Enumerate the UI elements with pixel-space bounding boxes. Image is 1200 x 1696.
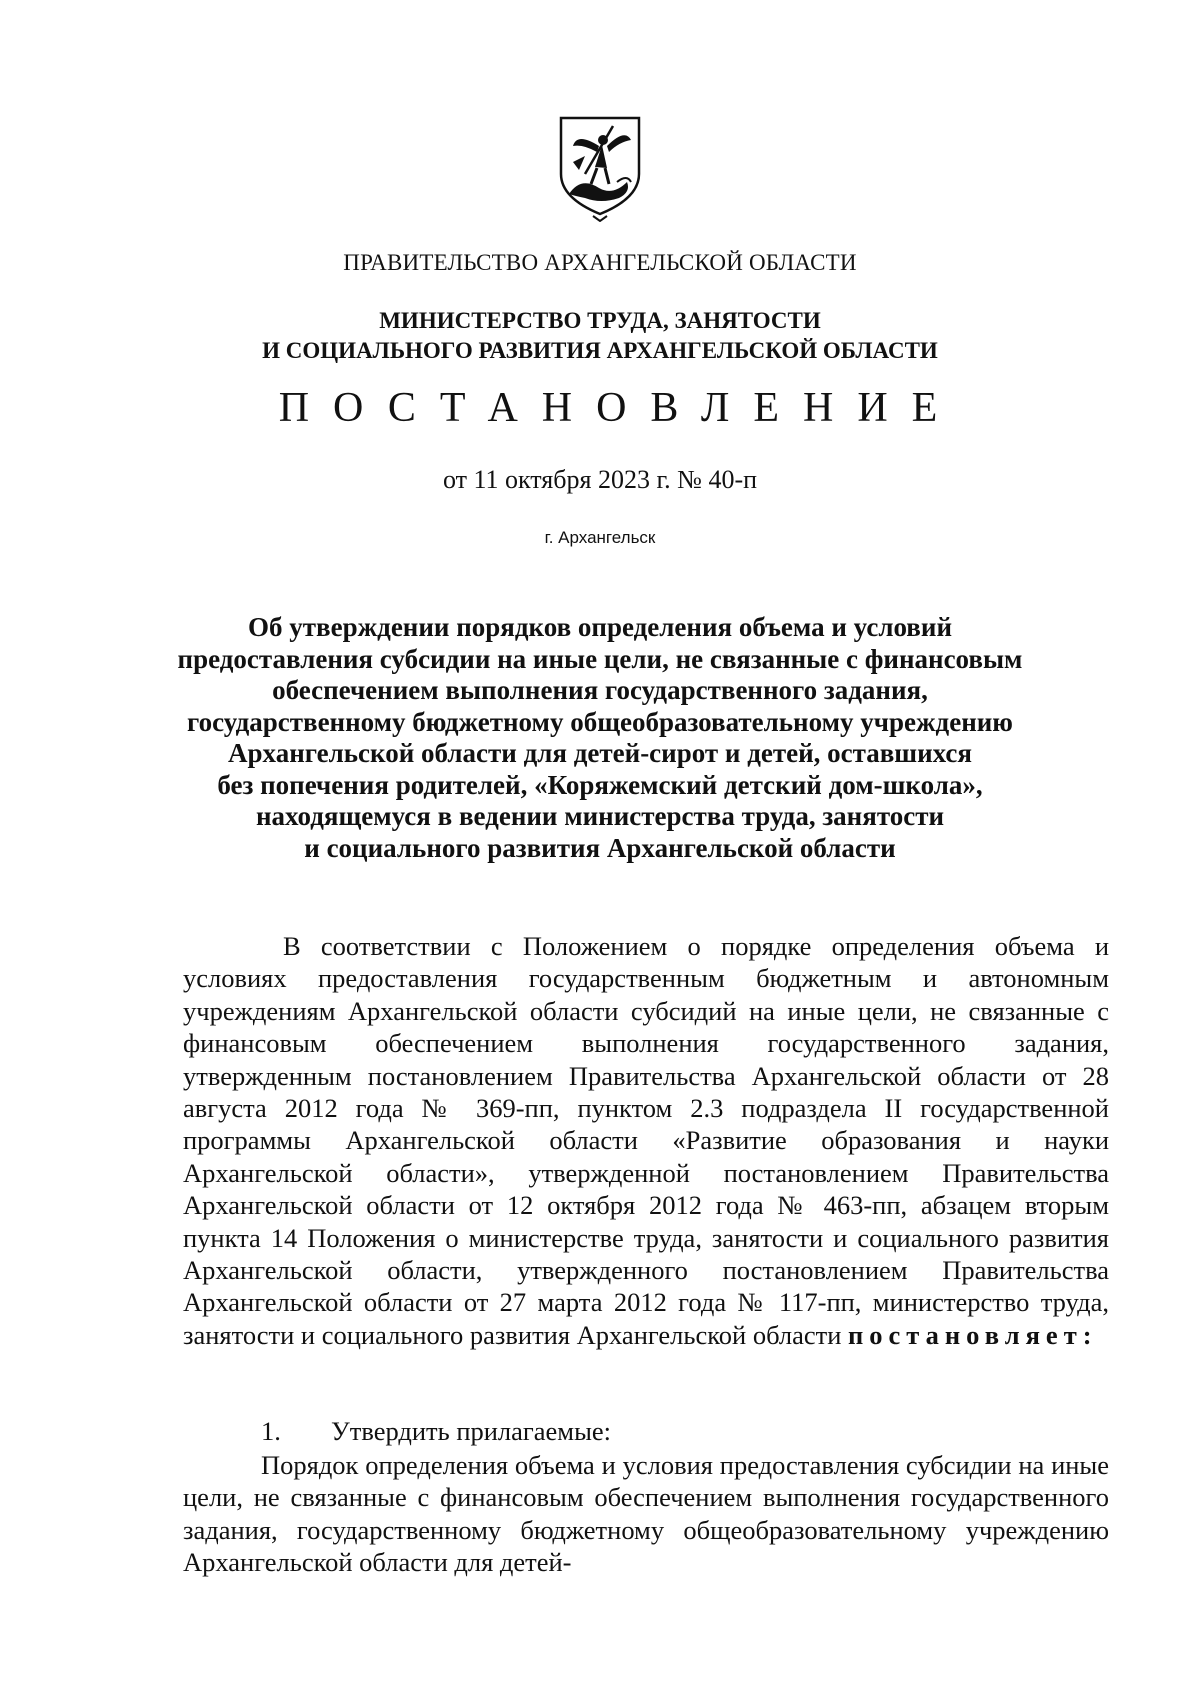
preamble-text: В соответствии с Положением о порядке определения объема и условиях предоставления государственным бюджетным и автономным учреждениям Архангельской области субсидий на иные цели, не связанные с финансовым обеспечением выполнения государственного задания, утвержденным постановлением Правительства Архангельской области от 28 августа 2012 года № 369-пп, пунктом 2.3 подраздела II государственной программы Архангельской области «Развитие образования и науки Архангельской области», утвержденной постановлением Правительства Архангельской области от 12 октября 2012 года № 463-пп, абзацем вторым пункта 14 Положения о министерстве труда, занятости и социального развития Архангельской области, утвержденного постановлением Правительства Архангельской области от 27 марта 2012 года № 117-пп, министерство труда, занятости и социального развития Архангельской области bbox=[183, 931, 1109, 1350]
title-line: государственному бюджетному общеобразовательному учреждению bbox=[187, 706, 1013, 737]
decree-word: постановляет: bbox=[848, 1319, 1098, 1350]
ministry-name-line: И СОЦИАЛЬНОГО РАЗВИТИЯ АРХАНГЕЛЬСКОЙ ОБЛАСТИ bbox=[262, 338, 938, 363]
title-line: без попечения родителей, «Коряжемский детский дом-школа», bbox=[217, 769, 983, 800]
item-number: 1. bbox=[261, 1416, 281, 1446]
coat-of-arms-emblem bbox=[555, 112, 645, 222]
government-name: ПРАВИТЕЛЬСТВО АРХАНГЕЛЬСКОЙ ОБЛАСТИ bbox=[343, 250, 857, 275]
title-line: Об утверждении порядков определения объема и условий bbox=[247, 612, 953, 642]
item-text: Утвердить прилагаемые: bbox=[331, 1416, 612, 1446]
document-date-number: от 11 октября 2023 г. № 40-п bbox=[442, 465, 758, 494]
preamble-paragraph bbox=[183, 930, 1109, 1351]
title-line: находящемуся в ведении министерства труда, занятости bbox=[255, 801, 945, 831]
title-line: обеспечением выполнения государственного задания, bbox=[272, 675, 928, 705]
document-title bbox=[0, 612, 1200, 864]
list-item bbox=[183, 1415, 1109, 1447]
title-line: предоставления субсидии на иные цели, не связанные с финансовым bbox=[177, 643, 1023, 674]
ministry-name bbox=[0, 306, 1200, 366]
title-line: Архангельской области для детей-сирот и детей, оставшихся bbox=[228, 738, 972, 768]
ministry-name-line: МИНИСТЕРСТВО ТРУДА, ЗАНЯТОСТИ bbox=[379, 308, 821, 333]
document-type: ПОСТАНОВЛЕНИЕ bbox=[278, 385, 962, 431]
title-line: и социального развития Архангельской области bbox=[304, 832, 896, 863]
document-city: г. Архангельск bbox=[544, 528, 656, 547]
order-paragraph: Порядок определения объема и условия предоставления субсидии на иные цели, не связанные с финансовым обеспечением выполнения государственного задания, государственному бюджетному общеобразовательному учреждению Архангельской области для детей- bbox=[183, 1450, 1109, 1578]
